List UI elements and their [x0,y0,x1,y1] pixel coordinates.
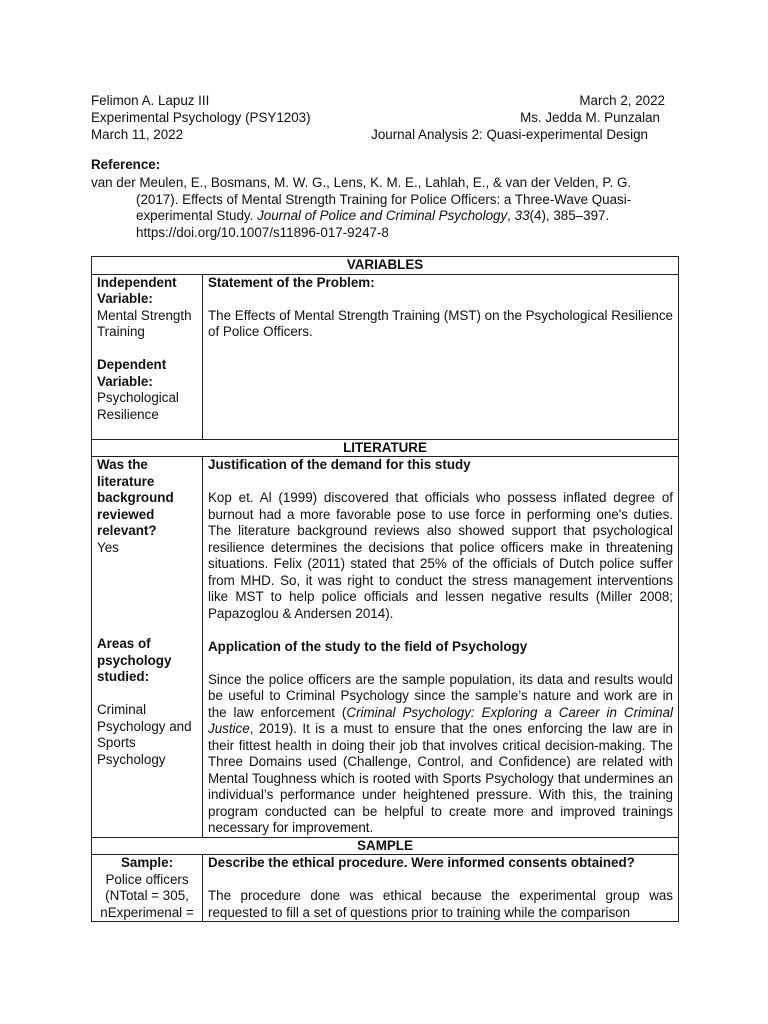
reference-line-3-sep: , [507,208,515,223]
reference-line-3-start: experimental Study. [136,208,258,223]
problem-statement-text: The Effects of Mental Strength Training (MST) on the Psychological Resilience of Police Officers. [208,307,674,339]
date-submitted: March 11, 2022 [91,127,184,142]
justification-cell [203,457,679,838]
sample-value: Police officers (NTotal = 305, nExperimenal = [100,871,194,920]
dependent-variable-value: Psychological Resilience [97,390,179,422]
header-row-3 [91,127,665,144]
sample-cell [92,855,203,922]
reference-line-1: van der Meulen, E., Bosmans, M. W. G., Lens, K. M. E., Lahlah, E., & van der Velden, P. G. [91,175,632,190]
reference-label: Reference: [91,157,161,172]
independent-variable-value: Mental Strength Training [97,307,192,339]
journal-name: Journal of Police and Criminal Psychology [257,208,508,223]
journal-volume: 33 [514,208,530,223]
reference-line-2: (2017). Effects of Mental Strength Training for Police Officers: a Three-Wave Quasi- [136,191,632,207]
ethics-question-label: Describe the ethical procedure. Were informed consents obtained? [208,855,635,870]
dependent-variable-label: Dependent Variable: [97,357,167,389]
section-heading-literature: LITERATURE [92,439,679,457]
student-name: Felimon A. Lapuz III [91,93,210,108]
problem-statement-label: Statement of the Problem: [208,274,375,290]
ethics-text: The procedure done was ethical because the experimental group was requested to fill a set of questions prior to training while the comparison [208,888,674,920]
application-citation: Criminal Psychology: Exploring a Career in Criminal Justice [208,704,674,736]
application-text [208,672,673,837]
reference-citation [91,175,657,241]
instructor-name: Ms. Jedda M. Punzalan [520,110,660,125]
date-top: March 2, 2022 [579,93,665,108]
sample-label: Sample: [120,855,174,870]
reference-line-3 [91,208,657,225]
header-row-1 [91,93,665,110]
reference-line-3-end: (4), 385–397. [529,208,610,223]
variables-row [92,274,679,439]
application-label: Application of the study to the field of Psychology [208,638,528,654]
areas-value: Criminal Psychology and Sports Psychology [97,702,192,767]
assignment-title: Journal Analysis 2: Quasi-experimental Design [371,127,648,142]
justification-label: Justification of the demand for this study [208,457,471,472]
sample-row [92,855,679,922]
course-name: Experimental Psychology (PSY1203) [91,110,311,125]
analysis-table [91,256,679,922]
literature-relevance-label: Was the literature background reviewed relevant? [97,457,174,538]
independent-variable-label: Independent Variable: [97,274,177,306]
variables-left-cell [92,274,203,439]
literature-relevance-value: Yes [97,539,119,555]
header-row-2 [91,110,665,127]
variables-right-cell [203,274,679,439]
sample-heading-row [92,837,679,855]
ethics-cell [203,855,679,922]
variables-heading-row [92,257,679,275]
application-text-start: Since the police officers are the sample population, its data and results would be useful to Criminal Psychology since the sample’s nature and work are in the law enforcement ( [208,671,674,720]
section-heading-variables: VARIABLES [92,257,679,275]
literature-heading-row [92,439,679,457]
application-text-end: , 2019). It is a must to ensure that the ones enforcing the law are in their fittest health in doing their job that involves critical decision-making. The Three Domains used (Challenge, Control, and Confidence) are related with Mental Toughness which is rooted with Sports Psychology that undermines an individual’s performance under heightened pressure. With this, the training program conducted can be helpful to create more and improved trainings necessary for improvement. [208,721,674,835]
areas-label: Areas of psychology studied: [97,636,172,684]
justification-text: Kop et. Al (1999) discovered that officials who possess inflated degree of burnout had a more favorable pose to use force in performing one's duties. The literature background reviews also showed support that psychological resilience determines the decisions that police officers make in threatening situations. Felix (2011) stated that 25% of the officials of Dutch police suffer from MHD. So, it was right to conduct the stress management interventions like MST to help police officials and lessen negative results (Miller 2008; Papazoglou & Andersen 2014). [208,490,674,621]
reference-doi: https://doi.org/10.1007/s11896-017-9247-8 [136,224,389,240]
section-heading-sample: SAMPLE [92,837,679,855]
areas-of-psychology [97,636,201,768]
